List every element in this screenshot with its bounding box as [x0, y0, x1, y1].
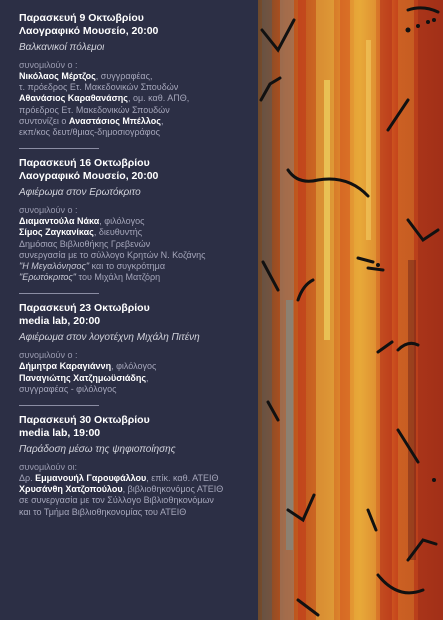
event-place: media lab, 19:00	[19, 427, 101, 440]
speaker-name: Σίμος Ζαγκανίκας	[19, 227, 94, 238]
divider	[19, 148, 99, 149]
speaker-detail: , επίκ. καθ. ΑΤΕΙΘ	[146, 473, 219, 484]
speaker-line	[19, 71, 250, 82]
speaker-line	[19, 93, 250, 104]
speaker-line	[19, 105, 250, 116]
speaker-line	[19, 250, 250, 261]
speaker-detail: του Μιχάλη Ματζόρη	[76, 272, 161, 283]
event-title: Αφιέρωμα στον Ερωτόκριτο	[19, 187, 141, 199]
speaker-detail: , διευθυντής	[93, 227, 143, 238]
speaker-detail: , βιβλιοθηκονόμος ΑΤΕΙΘ	[122, 484, 224, 495]
speaker-detail: ,	[160, 115, 164, 126]
speaker-line	[19, 384, 250, 395]
speakers-label: συνομιλούν ο :	[19, 205, 78, 216]
speaker-line	[19, 127, 250, 138]
speaker-detail: τ. πρόεδρος Ετ. Μακεδονικών Σπουδών	[19, 82, 179, 93]
quoted-name: "Η Μεγαλόνησος"	[19, 261, 90, 272]
event-title: Παράδοση μέσω της ψηφιοποίησης	[19, 444, 176, 456]
speaker-name: Νικόλαος Μέρτζος	[19, 71, 96, 81]
speaker-line	[19, 484, 250, 495]
speaker-line	[19, 495, 250, 506]
speaker-detail: , ομ. καθ. ΑΠΘ,	[127, 93, 190, 104]
speaker-line	[19, 116, 250, 127]
speaker-detail: συγγραφέας - φιλόλογος	[19, 383, 117, 394]
speaker-detail: , φιλόλογος	[111, 361, 157, 372]
speaker-line	[19, 373, 250, 384]
speakers-label: συνομιλούν οι:	[19, 462, 77, 473]
speaker-detail: συντονίζει ο	[19, 115, 69, 126]
speaker-line	[19, 216, 250, 227]
speaker-line	[19, 82, 250, 93]
event-date: Παρασκευή 9 Οκτωβρίου	[19, 12, 144, 24]
speaker-name: Δήμητρα Καραγιάννη	[19, 361, 112, 372]
event-title: Αφιέρωμα στον λογοτέχνη Μιχάλη Πιτένη	[19, 332, 200, 344]
event-date: Παρασκευή 30 Οκτωβρίου	[19, 414, 150, 427]
speaker-detail: εκπ/κος δευτ/θμιας-δημοσιογράφος	[19, 127, 160, 138]
speaker-detail: , φιλόλογος	[99, 216, 145, 227]
event-place: Λαογραφικό Μουσείο, 20:00	[19, 170, 159, 183]
speaker-detail: συνεργασία με το σύλλογο Κρητών Ν. Κοζάνης	[19, 249, 206, 260]
speakers-label: συνομιλούν ο :	[19, 60, 78, 70]
divider	[19, 405, 99, 406]
speaker-name: Παναγιώτης Χατζημωϋσιάδης	[19, 372, 147, 383]
painting-svg	[258, 0, 443, 620]
speaker-detail: Δρ.	[19, 473, 36, 484]
event-block	[19, 12, 250, 138]
speaker-detail: και το συγκρότημα	[89, 261, 166, 272]
speaker-line	[19, 361, 250, 372]
divider	[19, 293, 99, 294]
speaker-line	[19, 227, 250, 238]
speaker-line	[19, 507, 250, 518]
speaker-line	[19, 239, 250, 250]
speaker-line	[19, 272, 250, 283]
event-place: media lab, 20:00	[19, 315, 101, 328]
speaker-detail: ,	[146, 372, 149, 383]
speaker-detail: Δημόσιας Βιβλιοθήκης Γρεβενών	[19, 238, 151, 249]
speaker-detail: πρόεδρος Ετ. Μακεδονικών Σπουδών	[19, 104, 170, 115]
event-block	[19, 302, 250, 395]
speaker-line	[19, 261, 250, 272]
abstract-painting	[258, 0, 443, 620]
event-block	[19, 414, 250, 518]
event-title: Βαλκανικοί πόλεμοι	[19, 42, 105, 53]
event-date: Παρασκευή 23 Οκτωβρίου	[19, 302, 150, 315]
event-date: Παρασκευή 16 Οκτωβρίου	[19, 157, 150, 170]
speaker-detail: και το Τμήμα Βιβλιοθηκονομίας του ΑΤΕΙΘ	[19, 506, 187, 517]
quoted-name: "Ερωτόκριτος"	[19, 272, 77, 283]
speakers-label: συνομιλούν ο :	[19, 350, 78, 361]
speaker-name: Αθανάσιος Καραθανάσης	[19, 93, 128, 104]
speaker-name: Αναστάσιος Μπέλλος	[68, 115, 161, 126]
speaker-name: Εμμανουήλ Γαρουφάλλου	[35, 473, 147, 484]
speaker-detail: , συγγραφέας,	[95, 71, 153, 81]
speaker-name: Διαμαντούλα Νάκα	[19, 216, 100, 227]
speaker-line	[19, 473, 250, 484]
speaker-detail: σε συνεργασία με τον Σύλλογο Βιβλιοθηκονόμων	[19, 495, 214, 506]
event-block	[19, 157, 250, 283]
speaker-name: Χρυσάνθη Χατζοπούλου	[19, 484, 123, 495]
event-place: Λαογραφικό Μουσείο, 20:00	[19, 25, 159, 37]
